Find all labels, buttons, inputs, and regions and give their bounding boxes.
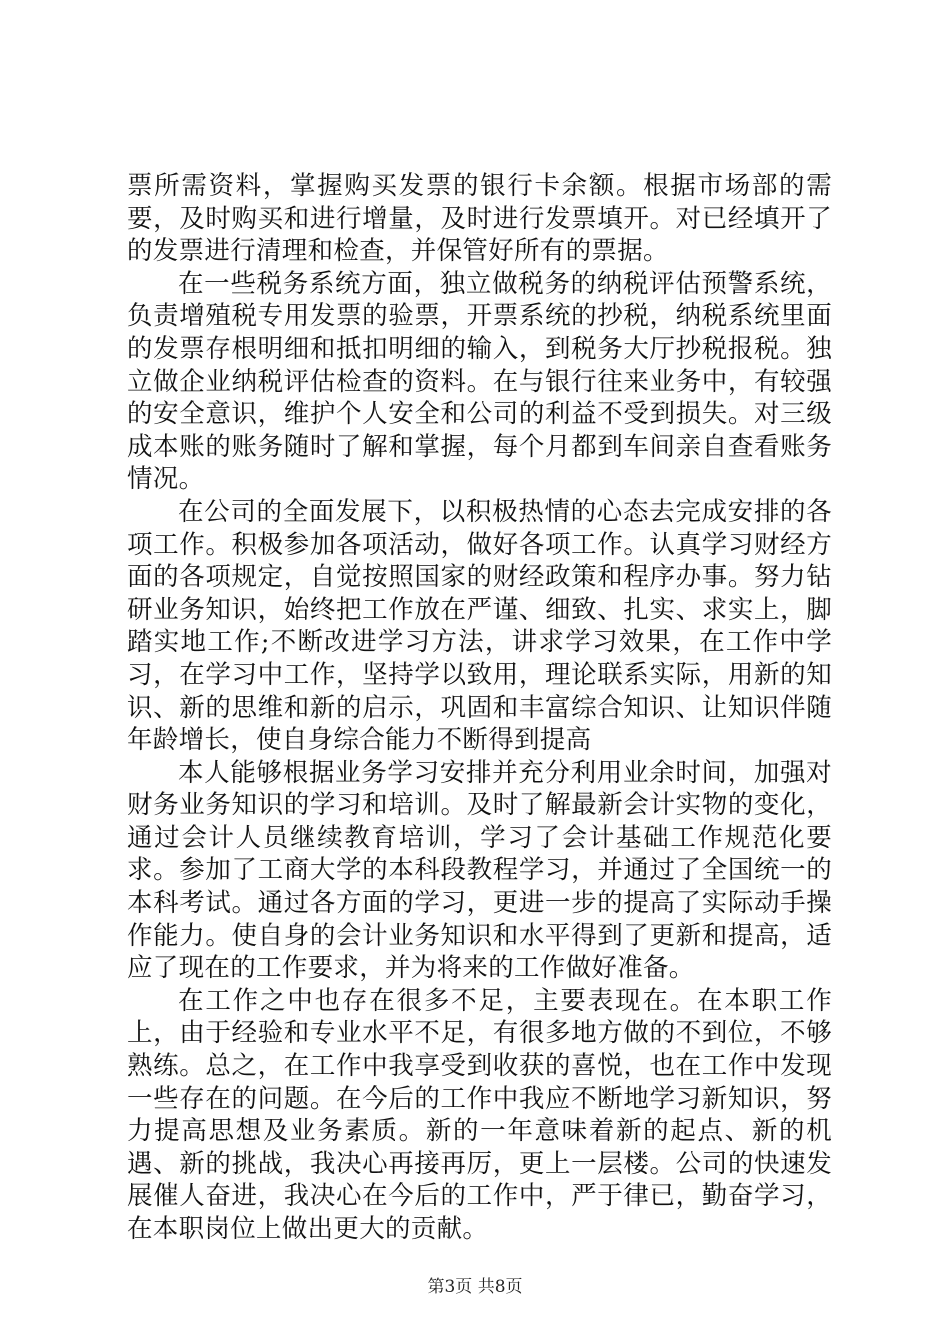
paragraph-5: 在工作之中也存在很多不足，主要表现在。在本职工作上，由于经验和专业水平不足，有很多地方做的不到位，不够熟练。总之，在工作中我享受到收获的喜悦，也在工作中发现一些存在的问题。在今后的工作中我应不断地学习新知识，努力提高思想及业务素质。新的一年意味着新的起点、新的机遇、新的挑战，我决心再接再厉，更上一层楼。公司的快速发展催人奋进，我决心在今后的工作中，严于律已，勤奋学习，在本职岗位上做出更大的贡献。: [127, 985, 832, 1244]
paragraph-3: 在公司的全面发展下，以积极热情的心态去完成安排的各项工作。积极参加各项活动，做好各项工作。认真学习财经方面的各项规定，自觉按照国家的财经政策和程序办事。努力钻研业务知识，始终把工作放在严谨、细致、扎实、求实上，脚踏实地工作;不断改进学习方法，讲求学习效果，在工作中学习，在学习中工作，坚持学以致用，理论联系实际，用新的知识、新的思维和新的启示，巩固和丰富综合知识、让知识伴随年龄增长，使自身综合能力不断得到提高: [127, 496, 832, 756]
paragraph-4: 本人能够根据业务学习安排并充分利用业余时间，加强对财务业务知识的学习和培训。及时了解最新会计实物的变化，通过会计人员继续教育培训，学习了会计基础工作规范化要求。参加了工商大学的本科段教程学习，并通过了全国统一的本科考试。通过各方面的学习，更进一步的提高了实际动手操作能力。使自身的会计业务知识和水平得到了更新和提高，适应了现在的工作要求，并为将来的工作做好准备。: [127, 757, 832, 984]
paragraph-1: 票所需资料，掌握购买发票的银行卡余额。根据市场部的需要，及时购买和进行增量，及时进行发票填开。对已经填开了的发票进行清理和检查，并保管好所有的票据。: [127, 171, 832, 267]
paragraph-2: 在一些税务系统方面，独立做税务的纳税评估预警系统，负责增殖税专用发票的验票，开票系统的抄税，纳税系统里面的发票存根明细和抵扣明细的输入，到税务大厅抄税报税。独立做企业纳税评估检查的资料。在与银行往来业务中，有较强的安全意识，维护个人安全和公司的利益不受到损失。对三级成本账的账务随时了解和掌握，每个月都到车间亲自查看账务情况。: [127, 268, 832, 495]
document-body: [127, 170, 832, 1246]
page-number-footer: 第3页 共8页: [427, 1277, 523, 1297]
